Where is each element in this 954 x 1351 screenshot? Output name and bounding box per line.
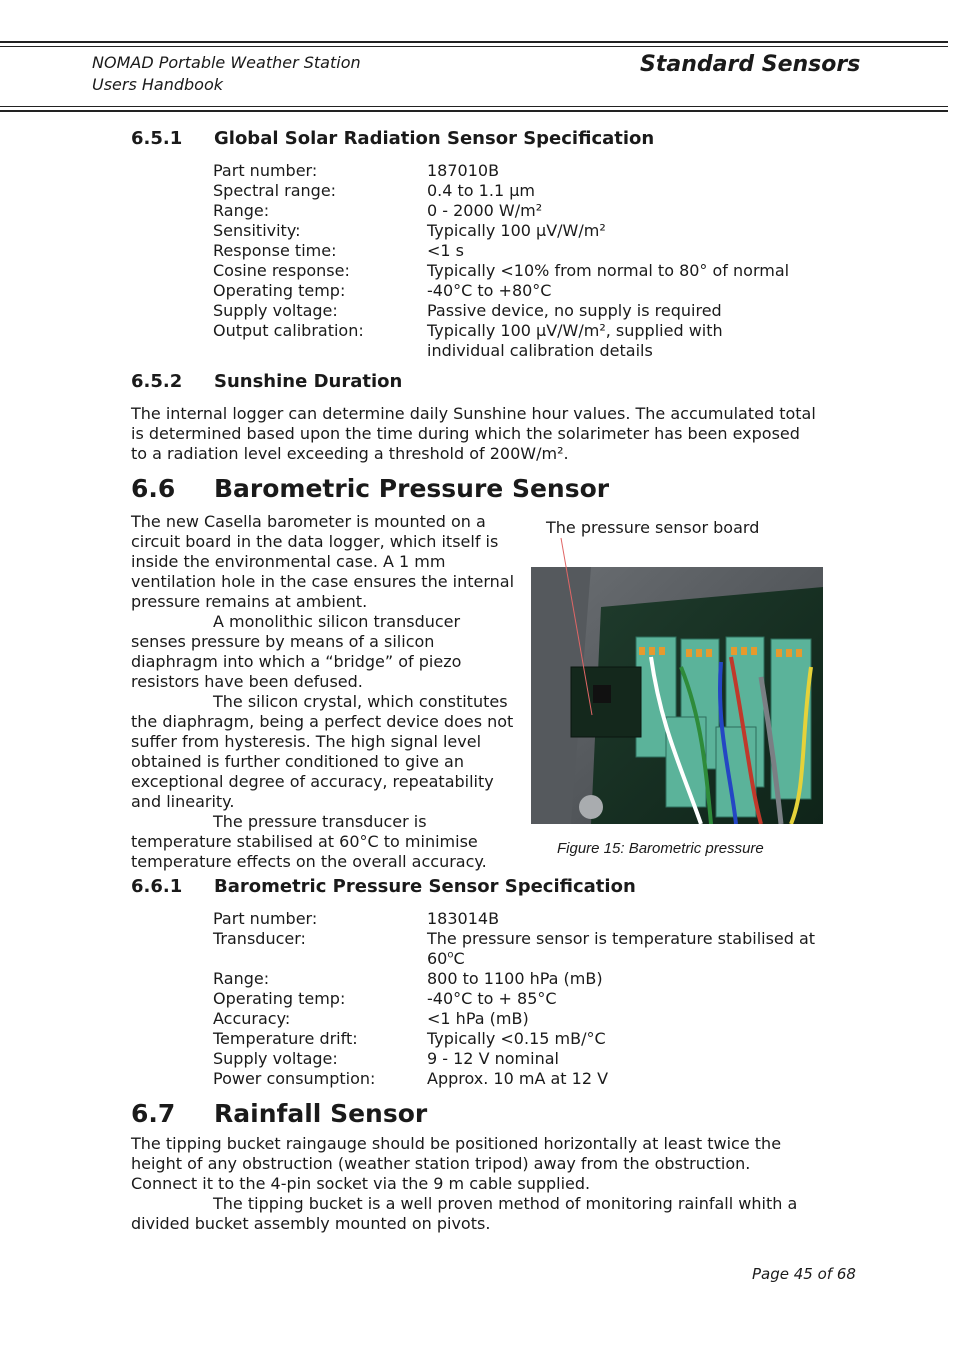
spec-value: Passive device, no supply is required xyxy=(427,301,722,320)
spec-value: -40°C to + 85°C xyxy=(427,989,557,1008)
spec-row xyxy=(213,909,833,929)
spec-label: Response time: xyxy=(213,241,337,260)
spec-value: 800 to 1100 hPa (mB) xyxy=(427,969,603,988)
spec-label: Spectral range: xyxy=(213,181,337,200)
barometer-paragraph: The pressure transducer is temperature stabilised at 60°C to minimise temperature effects on the overall accuracy. xyxy=(131,812,487,871)
header-section-title: Standard Sensors xyxy=(640,52,861,77)
rainfall-body-text xyxy=(131,1134,821,1234)
spec-label: Supply voltage: xyxy=(213,1049,338,1068)
spec-label: Operating temp: xyxy=(213,989,346,1008)
heading-text: Sunshine Duration xyxy=(214,371,403,392)
spec-row xyxy=(213,1069,833,1089)
spec-label: Temperature drift: xyxy=(213,1029,358,1048)
spec-value: 9 - 12 V nominal xyxy=(427,1049,559,1068)
spec-value-text: The pressure sensor is temperature stabilised at 60 xyxy=(427,929,816,968)
heading-number: 6.6.1 xyxy=(131,876,183,897)
spec-row xyxy=(213,1009,833,1029)
sunshine-paragraph: The internal logger can determine daily Sunshine hour values. The accumulated total is determined based upon the time during which the solarimeter has been exposed to a radiation level exceeding a threshold of 200W/m². xyxy=(131,404,816,463)
spec-value: Typically 100 µV/W/m², supplied with individual calibration details xyxy=(427,321,723,360)
spec-value: 0 - 2000 W/m² xyxy=(427,201,543,220)
heading-number: 6.5.1 xyxy=(131,128,183,149)
spec-value: Typically <10% from normal to 80° of normal xyxy=(427,261,790,280)
spec-label: Sensitivity: xyxy=(213,221,301,240)
degree-superscript: o xyxy=(447,949,454,961)
spec-row xyxy=(213,989,833,1009)
spec-label: Range: xyxy=(213,969,270,988)
spec-value xyxy=(427,929,833,969)
spec-label: Output calibration: xyxy=(213,321,364,340)
spec-label: Range: xyxy=(213,201,270,220)
spec-row xyxy=(213,1049,833,1069)
spec-value: Approx. 10 mA at 12 V xyxy=(427,1069,609,1088)
page-number: Page 45 of 68 xyxy=(752,1265,856,1283)
spec-value: -40°C to +80°C xyxy=(427,281,552,300)
figure-callout-label: The pressure sensor board xyxy=(546,518,760,537)
heading-text: Barometric Pressure Sensor Specification xyxy=(214,876,636,897)
spec-label: Accuracy: xyxy=(213,1009,291,1028)
spec-value: 187010B xyxy=(427,161,500,180)
spec-label: Transducer: xyxy=(213,929,306,948)
heading-text: Rainfall Sensor xyxy=(214,1099,428,1128)
rainfall-paragraph: The tipping bucket is a well proven method of monitoring rainfall whith a divided bucket assembly mounted on pivots. xyxy=(131,1194,798,1233)
header-doc-title: NOMAD Portable Weather Station xyxy=(92,53,361,72)
spec-value: <1 hPa (mB) xyxy=(427,1009,529,1028)
spec-label: Power consumption: xyxy=(213,1069,376,1088)
spec-row xyxy=(213,1029,833,1049)
spec-label: Cosine response: xyxy=(213,261,350,280)
spec-value: Typically <0.15 mB/°C xyxy=(427,1029,606,1048)
heading-text: Barometric Pressure Sensor xyxy=(214,474,610,503)
barometer-spec-table xyxy=(213,909,833,1089)
spec-label: Part number: xyxy=(213,909,318,928)
spec-value: 0.4 to 1.1 µm xyxy=(427,181,535,200)
header-doc-subtitle: Users Handbook xyxy=(92,75,224,94)
heading-number: 6.7 xyxy=(131,1099,176,1128)
spec-label: Operating temp: xyxy=(213,281,346,300)
spec-label: Part number: xyxy=(213,161,318,180)
heading-6-6-1 xyxy=(131,876,636,897)
heading-number: 6.6 xyxy=(131,474,176,503)
spec-value-unit: C xyxy=(453,949,465,968)
barometer-paragraph: The silicon crystal, which constitutes the diaphragm, being a perfect device does not suffer from hysteresis. The high signal level obtained is further conditioned to give an exceptional degree of accuracy, repeatability and linearity. xyxy=(131,692,514,811)
spec-row xyxy=(213,929,833,969)
rainfall-paragraph: The tipping bucket raingauge should be positioned horizontally at least twice the height of any obstruction (weather station tripod) away from the obstruction. Connect it to the 4-pin socket via the 9 m cable supplied. xyxy=(131,1134,782,1193)
spec-row xyxy=(213,969,833,989)
figure-caption: Figure 15: Barometric pressure xyxy=(557,840,764,857)
heading-6-7 xyxy=(131,1099,427,1128)
spec-value: Typically 100 µV/W/m² xyxy=(427,221,606,240)
spec-value: <1 s xyxy=(427,241,465,260)
spec-value: 183014B xyxy=(427,909,500,928)
heading-number: 6.5.2 xyxy=(131,371,183,392)
barometer-paragraph: The new Casella barometer is mounted on a circuit board in the data logger, which itself is inside the environmental case. A 1 mm ventilation hole in the case ensures the internal pressure remains at ambient. xyxy=(131,512,515,611)
barometer-paragraph: A monolithic silicon transducer senses pressure by means of a silicon diaphragm into which a “bridge” of piezo resistors have been defused. xyxy=(131,612,462,691)
spec-label: Supply voltage: xyxy=(213,301,338,320)
heading-text: Global Solar Radiation Sensor Specification xyxy=(214,128,655,149)
